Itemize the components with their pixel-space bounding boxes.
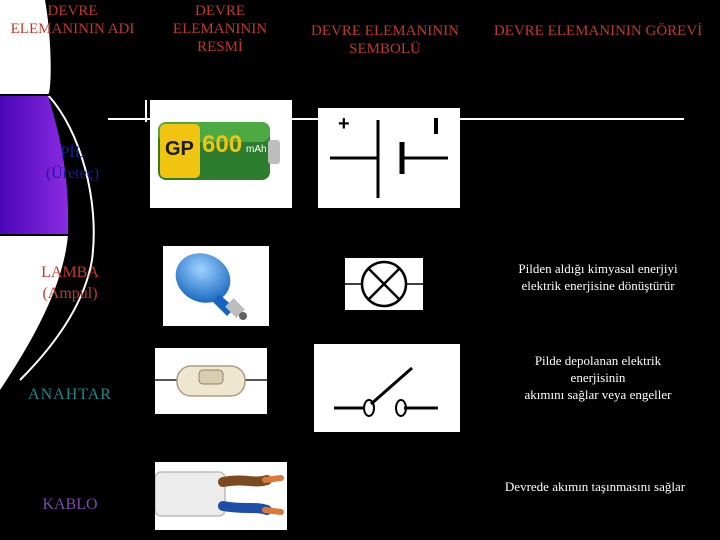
battery-picture xyxy=(150,100,292,208)
row-name-pil xyxy=(0,142,145,184)
header-function: DEVRE ELEMANININ GÖREVİ xyxy=(493,23,703,39)
cable-picture xyxy=(155,462,287,530)
pil-label: PİL xyxy=(60,144,85,161)
row-name-anahtar: ANAHTAR xyxy=(28,386,112,403)
kablo-function: Devrede akımın taşınmasını sağlar xyxy=(504,479,686,494)
lamba-label: LAMBA xyxy=(41,264,99,281)
lamba-function-line: Pilden aldığı kimyasal enerjiyi xyxy=(518,261,678,276)
battery-symbol xyxy=(318,108,460,208)
switch-symbol xyxy=(314,344,460,432)
lamba-sublabel: (Ampul) xyxy=(42,285,98,302)
svg-text:600: 600 xyxy=(202,131,243,158)
row-name-kablo: KABLO xyxy=(42,496,98,513)
switch-picture xyxy=(155,348,267,414)
pil-sublabel: (Üreteç) xyxy=(45,165,100,182)
svg-text:GP: GP xyxy=(165,138,194,160)
lamba-function-line: elektrik enerjisine dönüştürür xyxy=(521,278,675,293)
anahtar-function xyxy=(478,352,718,403)
decorative-arc xyxy=(0,0,110,400)
lamba-function xyxy=(478,260,718,294)
svg-text:+: + xyxy=(338,113,350,135)
lamp-symbol xyxy=(345,258,423,310)
svg-text:mAh: mAh xyxy=(246,144,267,155)
header-picture: DEVRE ELEMANININ RESMİ xyxy=(172,3,268,55)
row-name-lamba xyxy=(0,262,140,304)
anahtar-function-line: enerjisinin xyxy=(570,370,626,385)
header-name: DEVRE ELEMANININ ADI xyxy=(10,3,135,37)
lamp-picture xyxy=(163,246,269,326)
anahtar-function-line: akımını sağlar veya engeller xyxy=(524,387,672,402)
anahtar-function-line: Pilde depolanan elektrik xyxy=(534,353,662,368)
header-symbol: DEVRE ELEMANININ SEMBOLÜ xyxy=(311,23,459,57)
header-divider-tick xyxy=(145,100,147,122)
